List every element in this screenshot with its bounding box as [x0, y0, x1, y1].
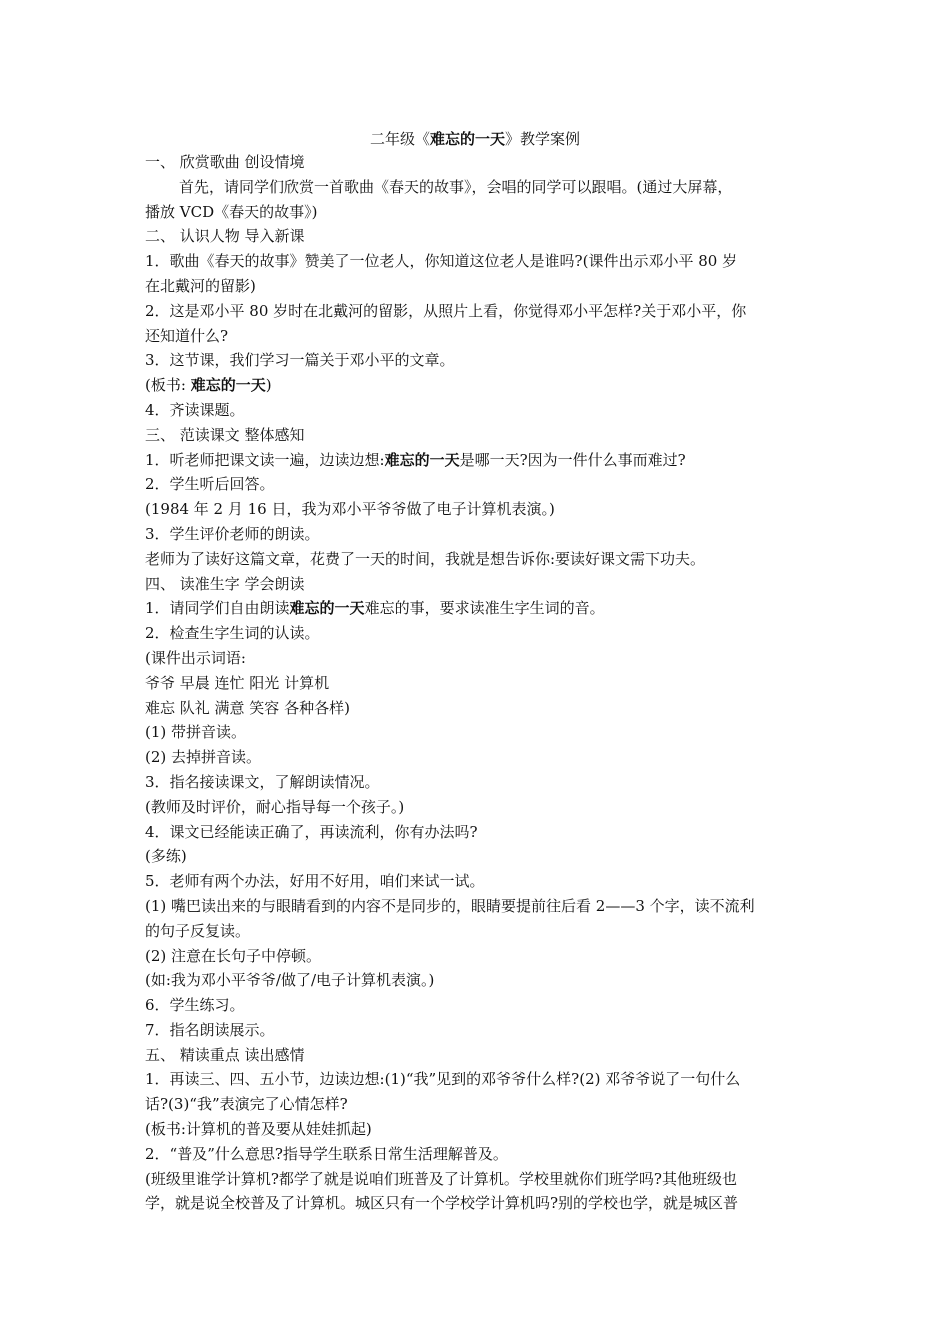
document-title: [0, 128, 950, 150]
text-line: 在北戴河的留影): [145, 276, 256, 295]
text-line: (1984 年 2 月 16 日，我为邓小平爷爷做了电子计算机表演。): [145, 500, 555, 519]
text-line: [145, 373, 810, 398]
lesson-title-emphasis: 难忘的一天: [384, 450, 460, 469]
lesson-title-emphasis: 难忘的一天: [289, 599, 365, 618]
text-line: [145, 448, 810, 473]
text-line: 2．这是邓小平 80 岁时在北戴河的留影，从照片上看，你觉得邓小平怎样?关于邓小平，你: [145, 301, 747, 320]
text-line: 三、 范读课文 整体感知: [145, 425, 305, 444]
text-line: 学，就是说全校普及了计算机。城区只有一个学校学计算机吗?别的学校也学，就是城区普: [145, 1194, 739, 1213]
text-line: 3．这节课，我们学习一篇关于邓小平的文章。: [145, 351, 455, 370]
lesson-title-emphasis: 难忘的一天: [190, 376, 266, 395]
text-segment: 是哪一天?因为一件什么事而难过?: [459, 450, 686, 469]
document-body: [145, 150, 810, 1216]
text-line: (2) 去掉拼音读。: [145, 748, 262, 767]
text-line: 首先，请同学们欣赏一首歌曲《春天的故事》，会唱的同学可以跟唱。(通过大屏幕，: [179, 177, 733, 196]
text-line: 6．学生练习。: [145, 996, 245, 1015]
text-line: (1) 嘴巴读出来的与眼睛看到的内容不是同步的，眼睛要提前往后看 2——3 个字，读不流利: [145, 896, 755, 915]
text-line: 还知道什么?: [145, 326, 229, 345]
text-line: 5．老师有两个办法，好用不好用，咱们来试一试。: [145, 872, 485, 891]
text-line: 的句子反复读。: [145, 921, 251, 940]
text-segment: ): [265, 376, 272, 395]
text-line: 1．再读三、四、五小节，边读边想:(1)“我”见到的邓爷爷什么样?(2) 邓爷爷说了一句什么: [145, 1070, 741, 1089]
text-line: (教师及时评价，耐心指导每一个孩子。): [145, 797, 405, 816]
text-line: (班级里谁学计算机?都学了就是说咱们班普及了计算机。学校里就你们班学吗?其他班级也: [145, 1169, 737, 1188]
text-line: 2．学生听后回答。: [145, 475, 275, 494]
text-segment: 1．听老师把课文读一遍，边读边想:: [145, 450, 385, 469]
text-line: 2．“普及”什么意思?指导学生联系日常生活理解普及。: [145, 1144, 508, 1163]
text-line: 话?(3)“我”表演完了心情怎样?: [145, 1095, 348, 1114]
title-suffix: 》教学案例: [505, 130, 581, 148]
text-line: (课件出示词语:: [145, 648, 246, 667]
text-line: 四、 读准生字 学会朗读: [145, 574, 305, 593]
text-line: 1．歌曲《春天的故事》赞美了一位老人，你知道这位老人是谁吗?(课件出示邓小平 80 岁: [145, 252, 738, 271]
text-line: 7．指名朗读展示。: [145, 1020, 275, 1039]
text-line: (1) 带拼音读。: [145, 723, 247, 742]
text-segment: (板书:: [145, 376, 191, 395]
text-line: 3．学生评价老师的朗读。: [145, 524, 320, 543]
text-segment: 难忘的事，要求读准生字生词的音。: [364, 599, 605, 618]
text-line: 一、 欣赏歌曲 创设情境: [145, 153, 305, 171]
text-line: [145, 596, 810, 621]
text-line: 2．检查生字生词的认读。: [145, 624, 320, 643]
title-lesson-name: 难忘的一天: [429, 130, 505, 148]
text-line: 4．课文已经能读正确了，再读流利，你有办法吗?: [145, 822, 478, 841]
text-line: (板书:计算机的普及要从娃娃抓起): [145, 1120, 372, 1139]
text-line: 爷爷 早晨 连忙 阳光 计算机: [145, 673, 330, 692]
text-line: 五、 精读重点 读出感情: [145, 1045, 305, 1064]
text-line: 播放 VCD《春天的故事》): [145, 202, 318, 221]
text-line: 难忘 队礼 满意 笑容 各种各样): [145, 698, 350, 717]
text-line: (如:我为邓小平爷爷/做了/电子计算机表演。): [145, 971, 435, 990]
text-line: 老师为了读好这篇文章，花费了一天的时间，我就是想告诉你:要读好课文需下功夫。: [145, 549, 706, 568]
text-line: 3．指名接读课文，了解朗读情况。: [145, 772, 380, 791]
text-line: 二、 认识人物 导入新课: [145, 227, 305, 246]
text-line: (2) 注意在长句子中停顿。: [145, 946, 322, 965]
text-line: 4．齐读课题。: [145, 400, 245, 419]
title-prefix: 二年级《: [369, 130, 430, 148]
text-line: (多练): [145, 847, 187, 866]
text-segment: 1．请同学们自由朗读: [145, 599, 290, 618]
